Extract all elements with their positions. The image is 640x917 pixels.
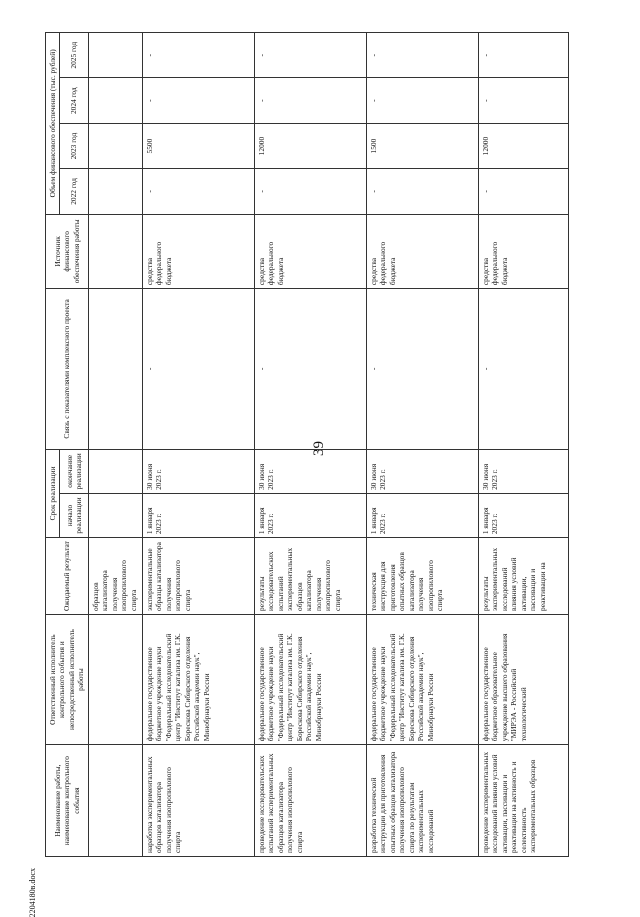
cell-responsible: федеральное государственное бюджетное образовательное учреждение высшего образования "МИРЭА - Российский технологический	[478, 614, 568, 744]
header-source: Источник финансового обеспечения работы	[46, 214, 89, 288]
cell-2025: -	[366, 33, 478, 79]
cell-responsible: федеральное государственное бюджетное учреждение науки "Федеральный исследовательский центр "Институт катализа им. Г.К. Борескова Сибирского отделения Российской академии наук", Минобрнауки России	[254, 614, 366, 744]
cell-name: проведение экспериментальных исследований влияния условий активации, пассивации и реактивации на активность и селективность экспериментальных образцов	[478, 745, 568, 857]
cell-source: средства федерального бюджета	[254, 214, 366, 288]
header-period-start: начало реализации	[60, 493, 88, 537]
cell-start: 1 января 2023 г.	[254, 493, 366, 537]
cell-start: 1 января 2023 г.	[366, 493, 478, 537]
cell-2023: 5500	[142, 123, 254, 168]
header-year-2024: 2024 год	[60, 78, 88, 123]
cell-end: 30 июня 2023 г.	[366, 449, 478, 493]
cell-2022: -	[254, 169, 366, 214]
cell-responsible: федеральное государственное бюджетное учреждение науки "Федеральный исследовательский центр "Институт катализа им. Г.К. Борескова Сибирского отделения Российской академии наук", Минобрнауки России	[142, 614, 254, 744]
cell-source: средства федерального бюджета	[478, 214, 568, 288]
cell-result: результаты экспериментальных исследований влияния условий активации, пассивации и реактивации на	[478, 538, 568, 615]
table-row	[478, 33, 568, 857]
cell-2024: -	[142, 78, 254, 123]
footer-filename: 2204180в.docx	[28, 868, 37, 917]
cell-source: средства федерального бюджета	[142, 214, 254, 288]
cell-name: проведение исследовательских испытаний экспериментальных образцов катализатора получения изопропилового спирта	[254, 745, 366, 857]
cell-link: -	[142, 289, 254, 450]
cell-2024: -	[254, 78, 366, 123]
table-row	[254, 33, 366, 857]
cell-2023: 12000	[254, 123, 366, 168]
header-result: Ожидаемый результат	[46, 538, 89, 615]
table-row-continuation	[88, 33, 142, 857]
cell-2024: -	[478, 78, 568, 123]
cell-start: 1 января 2023 г.	[142, 493, 254, 537]
table-row	[366, 33, 478, 857]
cell-link: -	[254, 289, 366, 450]
cell-result: результаты исследовательских испытаний экспериментальных образцов катализатора получения изопропилового спирта	[254, 538, 366, 615]
cell-link: -	[478, 289, 568, 450]
cell-source: средства федерального бюджета	[366, 214, 478, 288]
header-funding: Объем финансового обеспечения (тыс. рублей)	[46, 33, 60, 215]
cell-end: 30 июня 2023 г.	[142, 449, 254, 493]
header-year-2022: 2022 год	[60, 169, 88, 214]
header-responsible: Ответственный исполнитель контрольного события и непосредственный исполнитель работы	[46, 614, 89, 744]
cell-result: экспериментальные образцы катализатора получения изопропилового спирта	[142, 538, 254, 615]
header-period-end: окончание реализации	[60, 449, 88, 493]
cell-2023: 1500	[366, 123, 478, 168]
cell-2022: -	[478, 169, 568, 214]
cell-end: 30 июня 2023 г.	[478, 449, 568, 493]
rotated-table-container	[45, 32, 607, 857]
page-number: 39	[311, 441, 327, 456]
header-period: Срок реализации	[46, 449, 60, 537]
header-name: Наименование работы, наименование контрольного события	[46, 745, 89, 857]
cell-end: 30 июня 2023 г.	[254, 449, 366, 493]
table-row	[142, 33, 254, 857]
cell-result: образцов катализатора получения изопропилового спирта	[88, 538, 142, 615]
funding-table	[45, 32, 569, 857]
header-year-2023: 2023 год	[60, 123, 88, 168]
cell-2025: -	[254, 33, 366, 79]
header-year-2025: 2025 год	[60, 33, 88, 79]
cell-2022: -	[366, 169, 478, 214]
cell-start: 1 января 2023 г.	[478, 493, 568, 537]
cell-2023: 12000	[478, 123, 568, 168]
cell-2022: -	[142, 169, 254, 214]
cell-name: разработка технической инструкции для приготовления опытных образцов катализатора получения изопропилового спирта по результатам экспериментальных исследований	[366, 745, 478, 857]
cell-2025: -	[478, 33, 568, 79]
header-link: Связь с показателями комплексного проекта	[46, 289, 89, 450]
cell-2025: -	[142, 33, 254, 79]
cell-responsible: федеральное государственное бюджетное учреждение науки "Федеральный исследовательский центр "Институт катализа им. Г.К. Борескова Сибирского отделения Российской академии наук", Минобрнауки России	[366, 614, 478, 744]
cell-name: наработка экспериментальных образцов катализатора получения изопропилового спирта	[142, 745, 254, 857]
cell-result: техническая инструкция для приготовления опытных образцов катализатора получения изопропилового спирта	[366, 538, 478, 615]
cell-2024: -	[366, 78, 478, 123]
cell-link: -	[366, 289, 478, 450]
